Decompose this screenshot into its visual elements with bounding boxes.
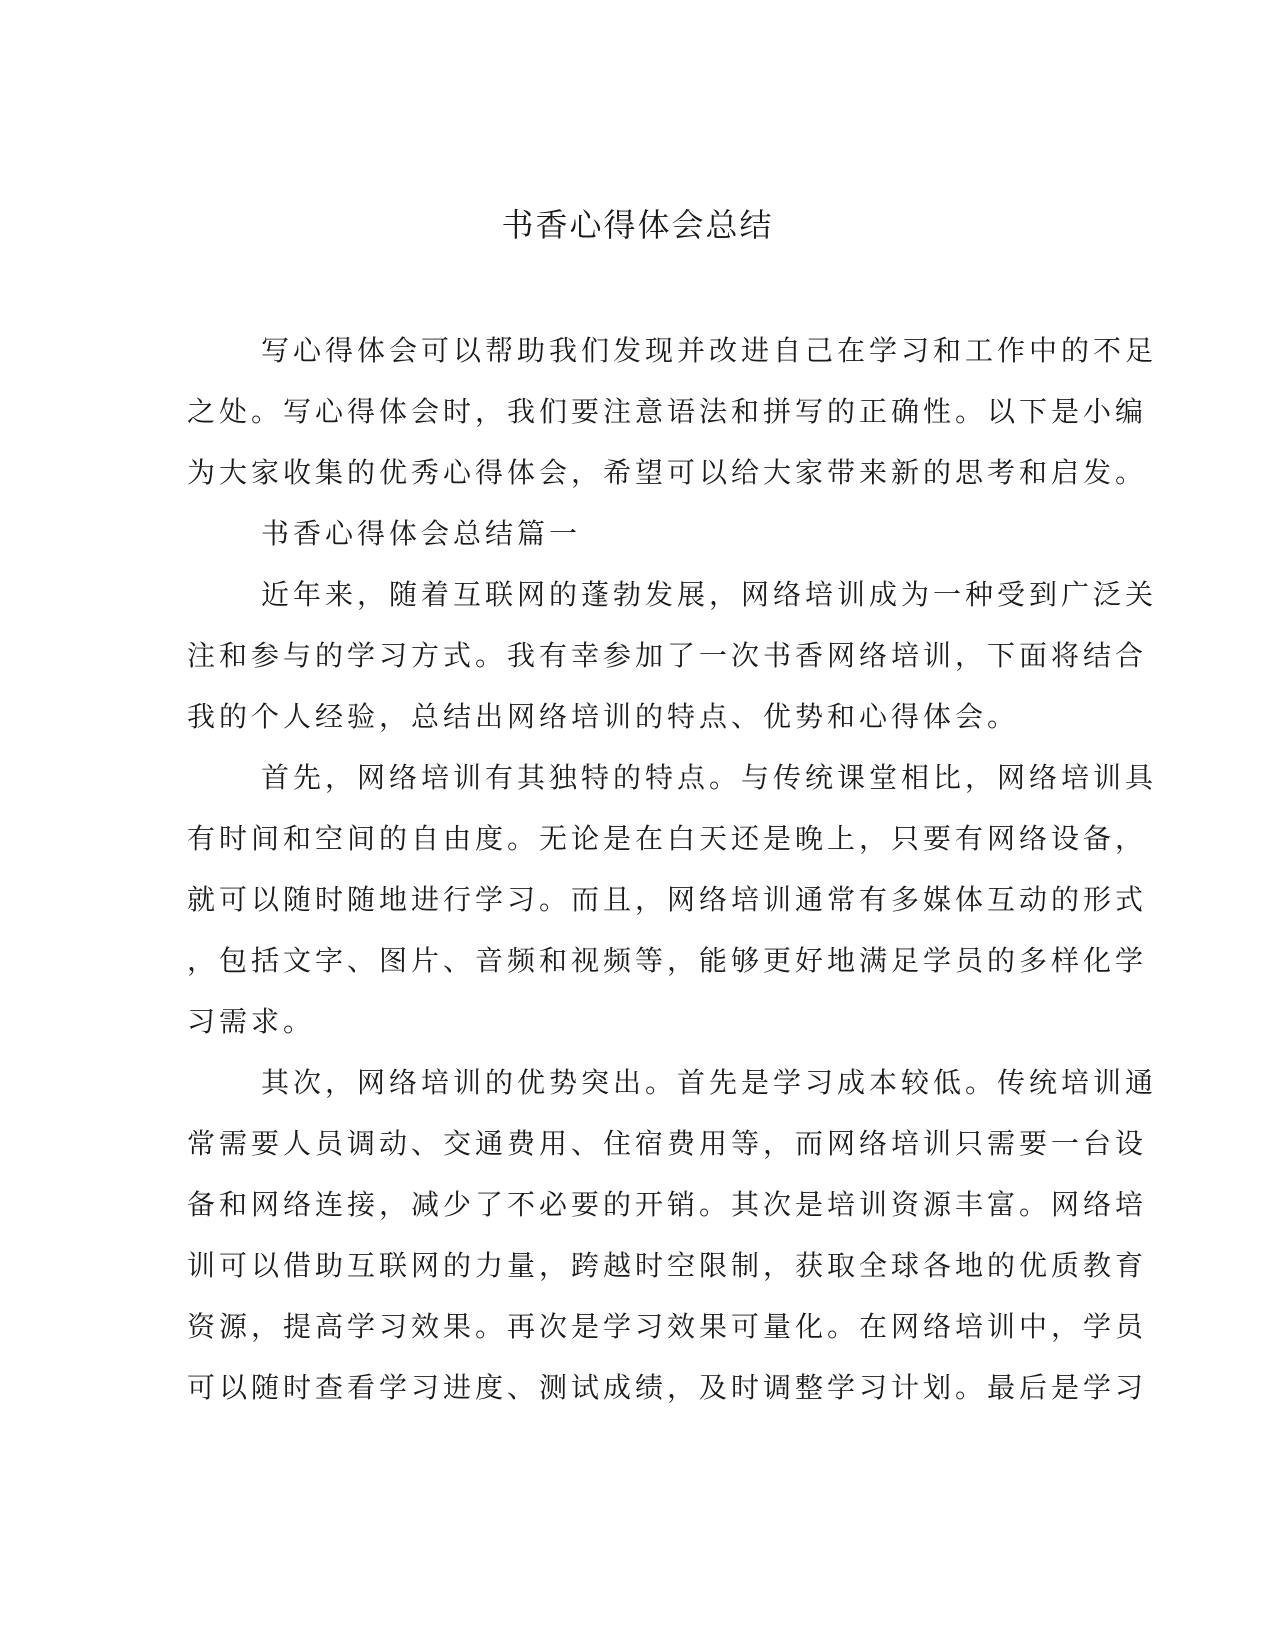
paragraph-line: 常需要人员调动、交通费用、住宿费用等，而网络培训只需要一台设 <box>187 1127 1148 1160</box>
paragraph-line: 近年来，随着互联网的蓬勃发展，网络培训成为一种受到广泛关 <box>261 578 1158 611</box>
paragraph-line: 就可以随时随地进行学习。而且，网络培训通常有多媒体互动的形式 <box>187 883 1148 916</box>
paragraph-line: ，包括文字、图片、音频和视频等，能够更好地满足学员的多样化学 <box>187 944 1148 977</box>
paragraph-line: 习需求。 <box>187 1005 316 1038</box>
paragraph-line: 首先，网络培训有其独特的特点。与传统课堂相比，网络培训具 <box>261 761 1158 794</box>
document-body <box>187 320 1158 1418</box>
document-title: 书香心得体会总结 <box>501 206 774 244</box>
paragraph-line: 写心得体会可以帮助我们发现并改进自己在学习和工作中的不足 <box>261 334 1158 367</box>
paragraph-line: 资源，提高学习效果。再次是学习效果可量化。在网络培训中，学员 <box>187 1310 1148 1343</box>
paragraph-line: 之处。写心得体会时，我们要注意语法和拼写的正确性。以下是小编 <box>187 395 1148 428</box>
section-heading: 书香心得体会总结篇一 <box>261 517 582 550</box>
paragraph-line: 其次，网络培训的优势突出。首先是学习成本较低。传统培训通 <box>261 1066 1158 1099</box>
paragraph-line: 有时间和空间的自由度。无论是在白天还是晚上，只要有网络设备， <box>187 822 1148 855</box>
paragraph-line: 训可以借助互联网的力量，跨越时空限制，获取全球各地的优质教育 <box>187 1249 1148 1282</box>
paragraph-line: 注和参与的学习方式。我有幸参加了一次书香网络培训，下面将结合 <box>187 639 1148 672</box>
paragraph-line: 我的个人经验，总结出网络培训的特点、优势和心得体会。 <box>187 700 1020 733</box>
paragraph-line: 备和网络连接，减少了不必要的开销。其次是培训资源丰富。网络培 <box>187 1188 1148 1221</box>
paragraph-line: 可以随时查看学习进度、测试成绩，及时调整学习计划。最后是学习 <box>187 1371 1148 1404</box>
paragraph-line: 为大家收集的优秀心得体会，希望可以给大家带来新的思考和启发。 <box>187 456 1148 489</box>
